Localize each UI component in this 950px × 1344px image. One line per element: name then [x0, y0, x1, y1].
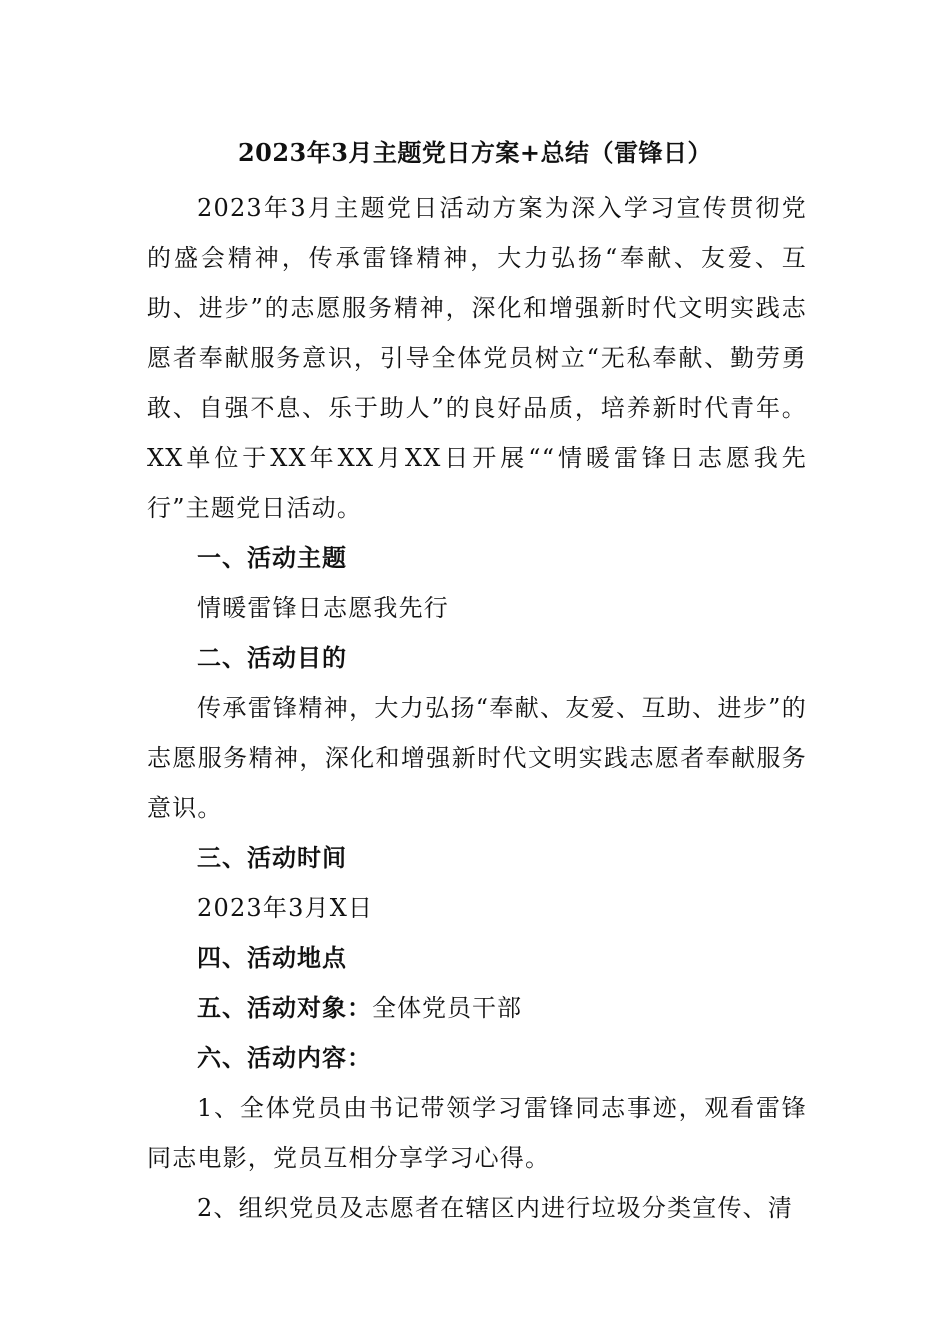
section-body-purpose: 传承雷锋精神，大力弘扬“奉献、友爱、互助、进步”的志愿服务精神，深化和增强新时代文明实践志愿者奉献服务意识。	[147, 694, 807, 822]
section-body-theme: 情暖雷锋日志愿我先行	[197, 594, 449, 622]
section-heading-time: 三、活动时间	[197, 843, 347, 872]
content-item-1: 1、全体党员由书记带领学习雷锋同志事迹，观看雷锋同志电影，党员互相分享学习心得。	[147, 1094, 807, 1172]
section-target-line	[147, 983, 807, 1033]
section-body-time: 2023年3月X日	[197, 894, 374, 922]
section-heading-theme: 一、活动主题	[197, 543, 347, 572]
section-heading-place: 四、活动地点	[197, 943, 347, 972]
section-heading-content: 六、活动内容：	[197, 1043, 372, 1072]
document-body	[147, 183, 807, 1233]
content-item-2: 2、组织党员及志愿者在辖区内进行垃圾分类宣传、清	[197, 1194, 794, 1222]
section-value-target: 全体党员干部	[372, 994, 522, 1022]
document-title: 2023年3月主题党日方案+总结（雷锋日）	[237, 138, 713, 167]
section-heading-purpose: 二、活动目的	[197, 643, 347, 672]
section-heading-target: 五、活动对象：	[197, 993, 372, 1022]
intro-paragraph: 2023年3月主题党日活动方案为深入学习宣传贯彻党的盛会精神，传承雷锋精神，大力弘扬“奉献、友爱、互助、进步”的志愿服务精神，深化和增强新时代文明实践志愿者奉献服务意识，引导全体党员树立“无私奉献、勤劳勇敢、自强不息、乐于助人”的良好品质，培养新时代青年。XX单位于XX年XX月XX日开展““情暖雷锋日志愿我先行”主题党日活动。	[147, 194, 807, 522]
